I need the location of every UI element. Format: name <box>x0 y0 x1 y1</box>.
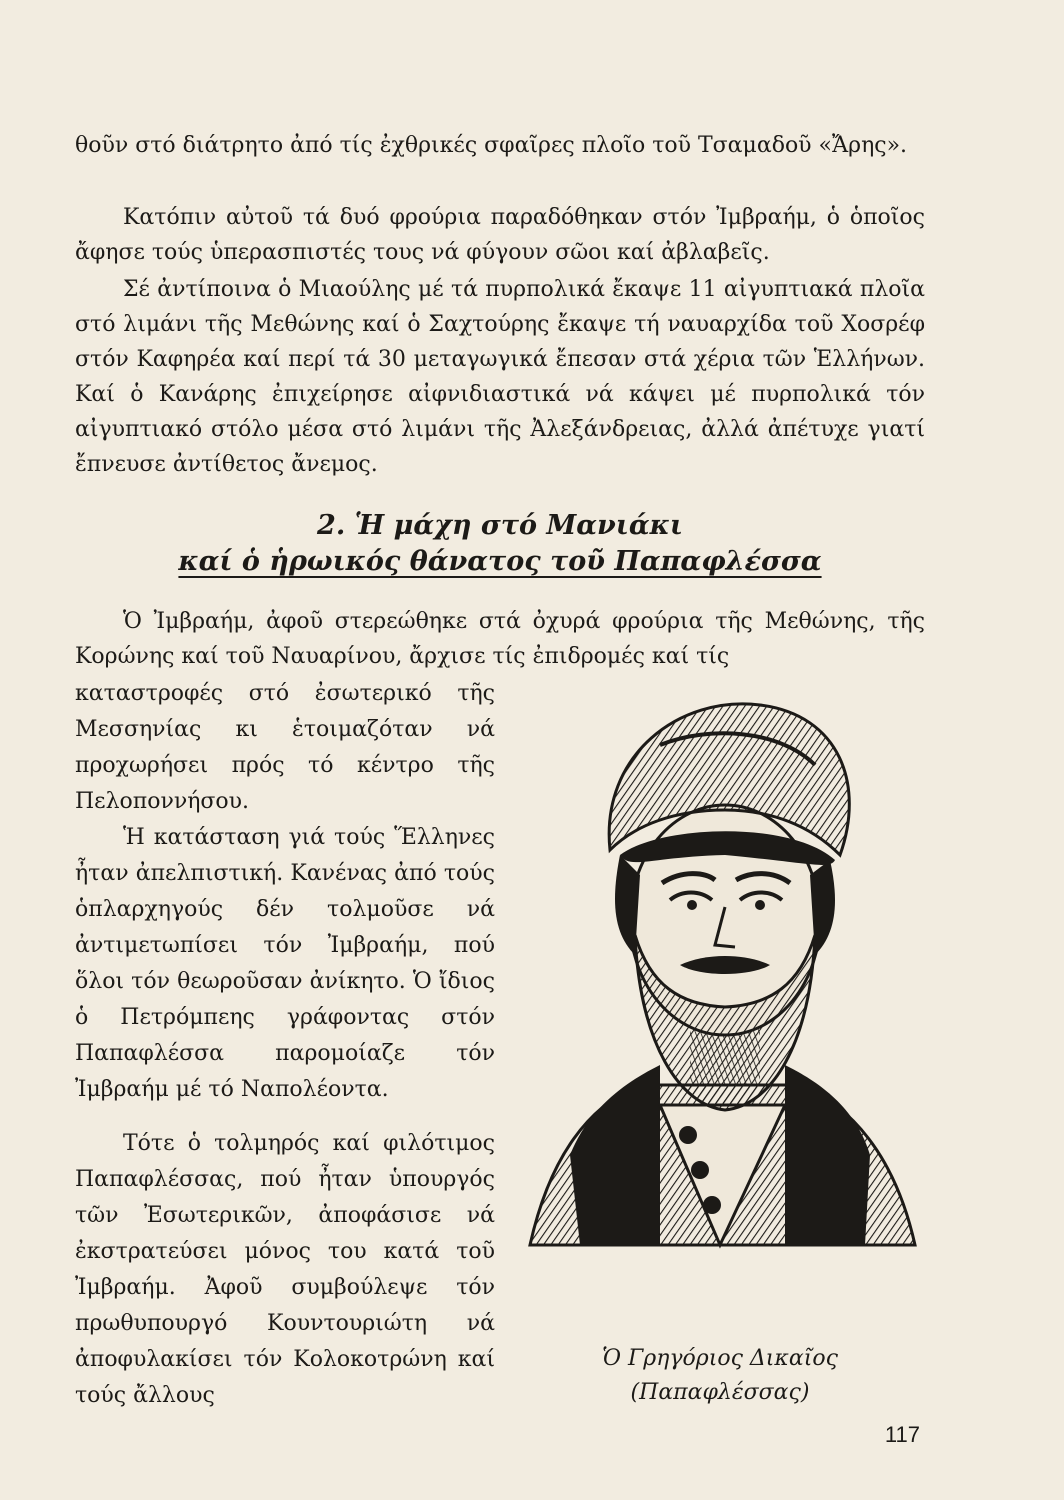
section-intro: Ὁ Ἰμβραήμ, ἀφοῦ στερεώθηκε στά ὀχυρά φρούρια τῆς Μεθώνης, τῆς Κορώνης καί τοῦ Ναυαρίνου, ἄρχισε τίς ἐπιδρομές καί τίς <box>75 609 925 669</box>
paragraph-reprisals: Σέ ἀντίποινα ὁ Μιαούλης μέ τά πυρπολικά ἔκαψε 11 αἰγυπτιακά πλοῖα στό λιμάνι τῆς Μεθώνης καί ὁ Σαχτούρης ἔκαψε τή ναυαρχίδα τοῦ Χοσρέφ στόν Καφηρέα καί περί τά 30 μεταγωγικά ἔπεσαν στά χέρια τῶν Ἑλλήνων. Καί ὁ Κανάρης ἐπιχείρησε αἰφνιδιαστικά νά κάψει μέ πυρπολικά τόν αἰγυπτιακό στόλο μέσα στό λιμάνι τῆς Ἀλεξάνδρειας, ἀλλά ἀπέτυχε γιατί ἔπνευσε ἀντίθετος ἄνεμος. <box>75 277 925 477</box>
column-paragraph-3: Τότε ὁ τολμηρός καί φιλότιμος Παπαφλέσσας, πού ἦταν ὑπουργός τῶν Ἐσωτερικῶν, ἀποφάσισε νά ἐκστρατεύσει μόνος του κατά τοῦ Ἰμβραήμ. Ἀφοῦ συμβούλεψε τόν πρωθυπουργό Κουντουριώτη νά ἀποφυλακίσει τόν Κολοκοτρώνη καί τούς ἄλλους <box>75 1131 495 1408</box>
portrait-caption-line1: Ὁ Γρηγόριος Δικαῖος <box>602 1346 838 1371</box>
section-heading-line2: καί ὁ ἡρωικός θάνατος τοῦ Παπαφλέσσα <box>178 546 822 577</box>
portrait-caption-line2: (Παπαφλέσσας) <box>630 1380 810 1405</box>
paragraph-continuation: θοῦν στό διάτρητο ἀπό τίς ἐχθρικές σφαῖρες πλοῖο τοῦ Τσαμαδοῦ «Ἄρης». <box>75 133 908 158</box>
section-heading-line1: 2. Ἡ μάχη στό Μανιάκι <box>317 510 683 541</box>
column-paragraph-1: καταστροφές στό ἐσωτερικό τῆς Μεσσηνίας κι ἑτοιμαζόταν νά προχωρήσει πρός τό κέντρο τῆς Πελοποννήσου. <box>75 681 495 814</box>
section-heading <box>75 508 925 580</box>
paragraph-forts-surrender: Κατόπιν αὐτοῦ τά δυό φρούρια παραδόθηκαν στόν Ἰμβραήμ, ὁ ὁποῖος ἄφησε τούς ὑπερασπιστές τους νά φύγουν σῶοι καί ἀβλαβεῖς. <box>75 205 925 265</box>
papaflessas-portrait <box>510 685 930 1335</box>
portrait-caption <box>560 1342 880 1410</box>
page-number: 117 <box>884 1422 920 1447</box>
column-paragraph-2: Ἡ κατάσταση γιά τούς Ἕλληνες ἦταν ἀπελπιστική. Κανένας ἀπό τούς ὁπλαρχηγούς δέν τολμοῦσε νά ἀντιμετωπίσει τόν Ἰμβραήμ, πού ὅλοι τόν θεωροῦσαν ἀνίκητο. Ὁ ἴδιος ὁ Πετρόμπεης γράφοντας στόν Παπαφλέσσα παρομοίαζε τόν Ἰμβραήμ μέ τό Ναπολέοντα. <box>75 825 495 1102</box>
